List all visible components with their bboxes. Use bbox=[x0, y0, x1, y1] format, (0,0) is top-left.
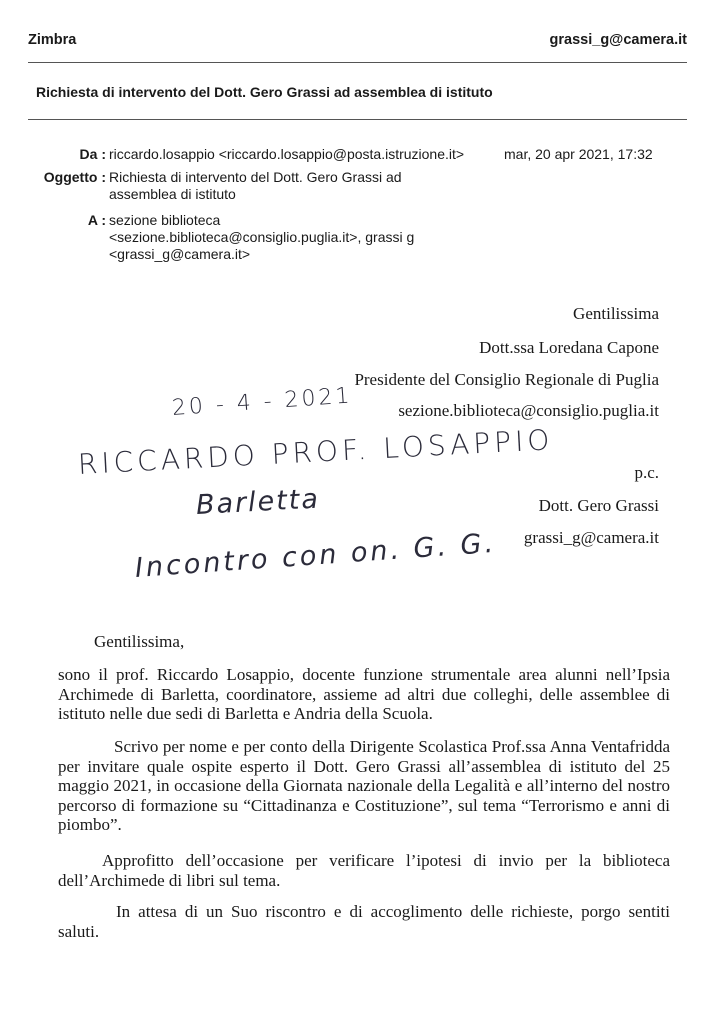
message-subject-title: Richiesta di intervento del Dott. Gero Grassi ad assemblea di istituto bbox=[36, 84, 493, 100]
handwritten-date: 20 - 4 - 2021 bbox=[171, 383, 354, 421]
mail-topbar bbox=[28, 32, 687, 56]
to-label: A : bbox=[87, 212, 106, 228]
handwritten-city: Barletta bbox=[195, 483, 321, 521]
top-divider bbox=[28, 62, 687, 63]
app-name: Zimbra bbox=[28, 32, 77, 48]
letter-paragraph-3 bbox=[58, 851, 670, 890]
letter-paragraph-1 bbox=[58, 665, 670, 724]
subject-value: Richiesta di intervento del Dott. Gero Grassi ad assemblea di istituto bbox=[109, 169, 402, 202]
recipient-email: sezione.biblioteca@consiglio.puglia.it bbox=[398, 401, 659, 420]
subject-label: Oggetto : bbox=[43, 169, 106, 185]
cc-name: Dott. Gero Grassi bbox=[538, 496, 659, 515]
account-email: grassi_g@camera.it bbox=[549, 32, 687, 48]
recipient-name: Dott.ssa Loredana Capone bbox=[479, 338, 659, 357]
handwritten-note: Incontro con on. G. G. bbox=[133, 527, 497, 584]
letter-paragraph-4 bbox=[58, 902, 670, 941]
cc-email: grassi_g@camera.it bbox=[523, 528, 659, 547]
from-value: riccardo.losappio <riccardo.losappio@posta.istruzione.it> bbox=[109, 146, 465, 162]
letter-paragraph-2-text: Scrivo per nome e per conto della Dirigente Scolastica Prof.ssa Anna Ventafridda per invitare quale ospite esperto il Dott. Gero Grassi all’assemblea di istituto del 25 maggio 2021, in occasione della Giornata nazionale della Legalità e all’interno del nostro percorso di formazione su “Cittadinanza e Costituzione”, sul tema “Terrorismo e anni di piombo”. bbox=[58, 737, 670, 834]
recipient-greeting: Gentilissima bbox=[573, 304, 659, 323]
from-label: Da : bbox=[79, 146, 106, 162]
letter-paragraph-3-text: Approfitto dell’occasione per verificare l’ipotesi di invio per la biblioteca dell’Archimede di libri sul tema. bbox=[58, 851, 670, 890]
to-value: sezione biblioteca <sezione.biblioteca@consiglio.puglia.it>, grassi g <grassi_g@camera.it> bbox=[109, 212, 415, 262]
subject-divider bbox=[28, 119, 687, 120]
letter-salutation: Gentilissima, bbox=[94, 632, 185, 651]
letter-paragraph-4-text: In attesa di un Suo riscontro e di accoglimento delle richieste, porgo sentiti saluti. bbox=[58, 902, 670, 941]
cc-label: p.c. bbox=[634, 463, 659, 482]
handwritten-name: RICCARDO PROF. LOSAPPIO bbox=[77, 423, 555, 481]
letter-paragraph-2 bbox=[58, 737, 670, 835]
message-date: mar, 20 apr 2021, 17:32 bbox=[504, 146, 653, 162]
recipient-title: Presidente del Consiglio Regionale di Puglia bbox=[354, 370, 659, 389]
letter-paragraph-1-text: sono il prof. Riccardo Losappio, docente funzione strumentale area alunni nell’Ipsia Archimede di Barletta, coordinatore, assieme ad altri due colleghi, delle assemblee di istituto nelle due sedi di Barletta e Andria della Scuola. bbox=[58, 665, 670, 723]
